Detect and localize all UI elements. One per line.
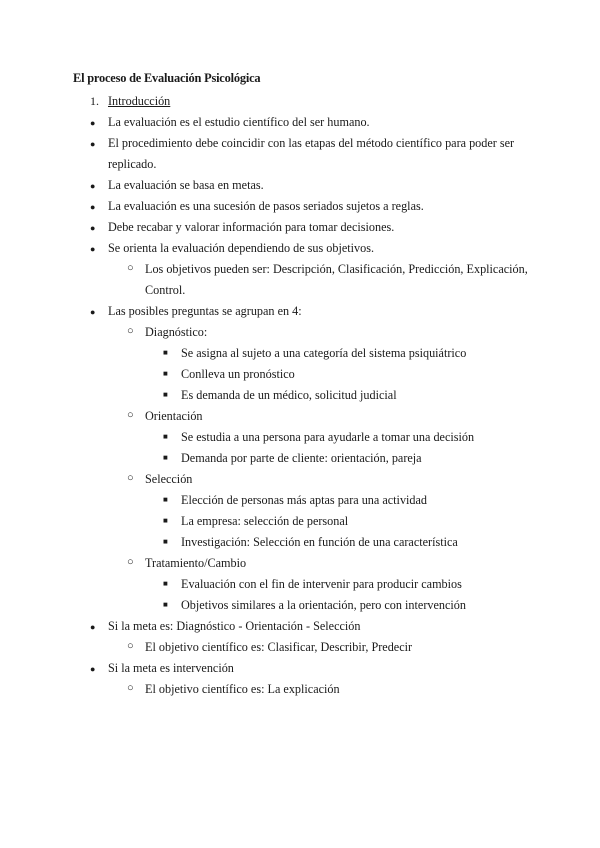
list-item: Selección: [145, 472, 193, 486]
bullet-marker: ●: [90, 118, 96, 128]
list-item: Si la meta es: Diagnóstico - Orientación - Selección: [108, 619, 361, 633]
square-marker: ■: [163, 516, 168, 525]
square-marker: ■: [163, 495, 168, 504]
list-item: Si la meta es intervención: [108, 661, 234, 675]
square-marker: ■: [163, 579, 168, 588]
list-item: Demanda por parte de cliente: orientación, pareja: [181, 451, 422, 465]
bullet-marker: ●: [90, 223, 96, 233]
bullet-marker: ●: [90, 181, 96, 191]
square-marker: ■: [163, 390, 168, 399]
list-item: Conlleva un pronóstico: [181, 367, 295, 381]
circle-marker: ○: [127, 409, 134, 421]
bullet-marker: ●: [90, 307, 96, 317]
circle-marker: ○: [127, 472, 134, 484]
list-item: Se orienta la evaluación dependiendo de sus objetivos.: [108, 241, 375, 255]
list-item: El objetivo científico es: Clasificar, Describir, Predecir: [145, 640, 413, 654]
list-item: Debe recabar y valorar información para tomar decisiones.: [108, 220, 395, 234]
circle-marker: ○: [127, 262, 134, 274]
list-item: La evaluación se basa en metas.: [108, 178, 264, 192]
square-marker: ■: [163, 537, 168, 546]
square-marker: ■: [163, 432, 168, 441]
square-marker: ■: [163, 453, 168, 462]
section-heading: Introducción: [108, 94, 171, 108]
list-item: Se estudia a una persona para ayudarle a tomar una decisión: [181, 430, 475, 444]
list-item: Se asigna al sujeto a una categoría del sistema psiquiátrico: [181, 346, 467, 360]
document-title: El proceso de Evaluación Psicológica: [73, 71, 261, 85]
bullet-marker: ●: [90, 202, 96, 212]
list-item: Los objetivos pueden ser: Descripción, Clasificación, Predicción, Explicación,: [145, 262, 528, 276]
list-item-continuation: replicado.: [108, 157, 157, 171]
section-number: 1.: [90, 94, 99, 108]
bullet-marker: ●: [90, 244, 96, 254]
circle-marker: ○: [127, 682, 134, 694]
list-item: Evaluación con el fin de intervenir para producir cambios: [181, 577, 462, 591]
list-item: Es demanda de un médico, solicitud judicial: [181, 388, 397, 402]
list-item: Elección de personas más aptas para una actividad: [181, 493, 428, 507]
list-item-continuation: Control.: [145, 283, 186, 297]
list-item: La evaluación es una sucesión de pasos seriados sujetos a reglas.: [108, 199, 424, 213]
square-marker: ■: [163, 348, 168, 357]
square-marker: ■: [163, 600, 168, 609]
list-item: El objetivo científico es: La explicación: [145, 682, 340, 696]
bullet-marker: ●: [90, 139, 96, 149]
list-item: El procedimiento debe coincidir con las etapas del método científico para poder ser: [108, 136, 515, 150]
list-item: Investigación: Selección en función de una característica: [181, 535, 458, 549]
square-marker: ■: [163, 369, 168, 378]
circle-marker: ○: [127, 325, 134, 337]
circle-marker: ○: [127, 640, 134, 652]
list-item: Las posibles preguntas se agrupan en 4:: [108, 304, 302, 318]
list-item: Diagnóstico:: [145, 325, 208, 339]
list-item: La empresa: selección de personal: [181, 514, 349, 528]
bullet-marker: ●: [90, 664, 96, 674]
list-item: Objetivos similares a la orientación, pero con intervención: [181, 598, 466, 612]
list-item: Orientación: [145, 409, 203, 423]
list-item: La evaluación es el estudio científico del ser humano.: [108, 115, 370, 129]
list-item: Tratamiento/Cambio: [145, 556, 247, 570]
bullet-marker: ●: [90, 622, 96, 632]
circle-marker: ○: [127, 556, 134, 568]
